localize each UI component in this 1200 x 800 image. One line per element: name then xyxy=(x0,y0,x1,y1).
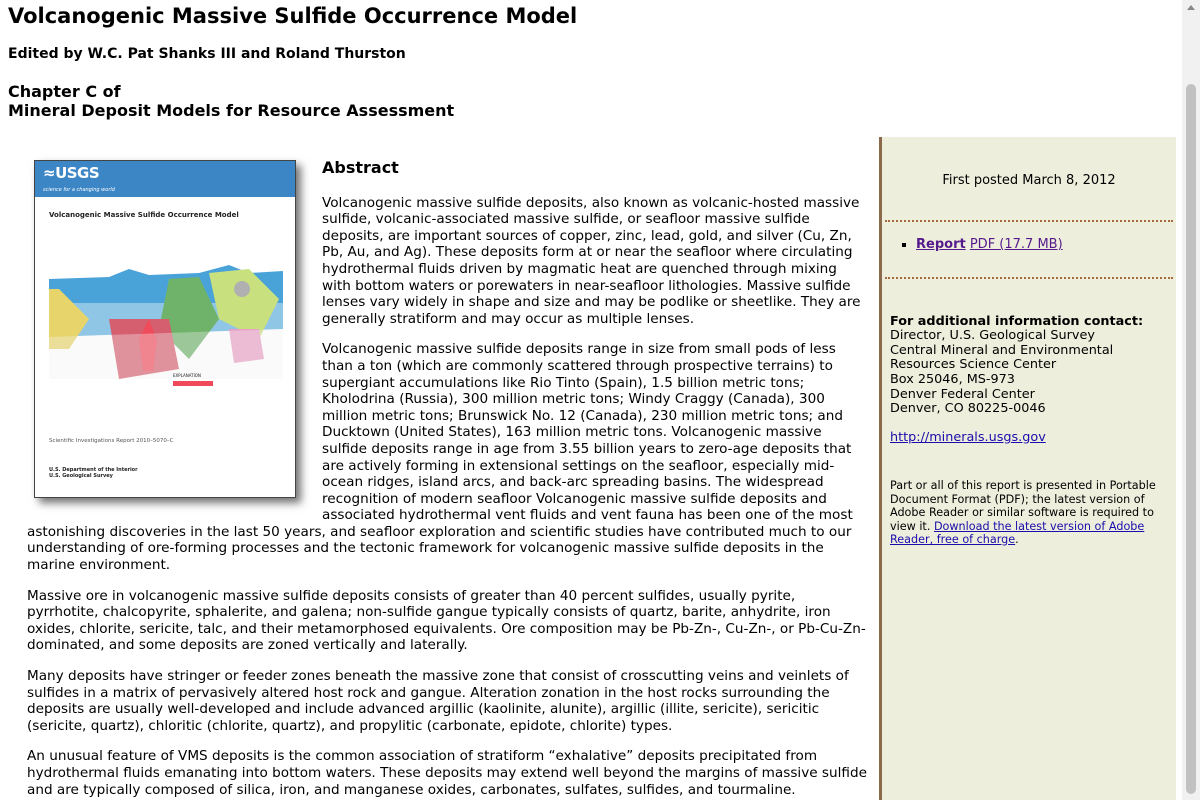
cover-agency xyxy=(49,467,138,479)
posted-date: First posted March 8, 2012 xyxy=(942,173,1116,188)
report-pdf-link[interactable]: PDF (17.7 MB) xyxy=(969,237,1063,252)
usgs-tagline: science for a changing world xyxy=(43,186,115,193)
usgs-banner xyxy=(35,161,295,197)
contact-line: Denver, CO 80225-0046 xyxy=(890,401,1046,417)
report-cover xyxy=(34,160,296,498)
abstract-paragraph: Volcanogenic massive sulfide deposits range in size from small pods of less than a ton (which are commonly scattered through prospective terrains) to supergiant accumulations like Rio Tinto (Spain), 1.5 billion metric tons; Kholodrina (Russia), 300 million metric tons; Windy Craggy (Canada), 300 million metric tons; Brunswick No. 12 (Canada), 230 million metric tons; and Ducktown (United States), 163 million metric tons. Volcanogenic massive sulfide deposits range in age from 3.55 billion years to zero-age deposits that are actively forming in extensional settings on the seafloor, especially mid-ocean ridges, island arcs, and back-arc spreading basins. The widespread recognition of modern seafloor Volcanogenic massive sulfide deposits and associated hydrothermal vent fluids and vent fauna has been one of the most astonishing discoveries in the last 50 years, and seafloor exploration and scientific studies have contributed much to our understanding of ore-forming processes and the tectonic framework for volcanogenic massive sulfide deposits in the marine environment. xyxy=(27,341,853,574)
cover-illustration xyxy=(49,259,283,389)
scroll-thumb[interactable] xyxy=(1186,84,1196,794)
editors: Edited by W.C. Pat Shanks III and Roland Thurston xyxy=(8,46,406,62)
minerals-url-link[interactable]: http://minerals.usgs.gov xyxy=(890,429,1046,445)
page-title: Volcanogenic Massive Sulfide Occurrence Model xyxy=(8,4,578,28)
contact-heading: For additional information contact: xyxy=(890,313,1144,329)
cover-series: Scientific Investigations Report 2010–5070–C xyxy=(49,438,174,444)
chapter-line: Chapter C of xyxy=(8,82,121,101)
cover-agency-line: U.S. Geological Survey xyxy=(49,473,113,479)
cover-title: Volcanogenic Massive Sulfide Occurrence Model xyxy=(49,211,239,219)
download-item xyxy=(916,238,1176,253)
abstract-paragraph: Many deposits have stringer or feeder zones beneath the massive zone that consist of crosscutting veins and veinlets of sulfides in a matrix of pervasively altered host rock and gangue. Alteration zonation in the host rocks surrounding the deposits are usually well-developed and include advanced argillic (kaolinite, alunite), argillic (illite, sericite), sericitic (sericite, quartz), chloritic (chlorite, quartz), and propylitic (carbonate, epidote, chlorite) types. xyxy=(27,668,849,734)
adobe-reader-link[interactable]: Download the latest version of Adobe Reader, free of charge xyxy=(890,519,1145,546)
contact-line: Central Mineral and Environmental xyxy=(890,342,1114,358)
pdf-note-text: Part or all of this report is presented in Portable Document Format (PDF); the latest version of Adobe Reader or similar software is required to view it. xyxy=(890,479,1156,533)
usgs-logo: ≈USGS xyxy=(43,164,100,182)
vertical-scrollbar[interactable] xyxy=(1182,0,1200,800)
sidebar xyxy=(879,137,1176,800)
contact-line: Denver Federal Center xyxy=(890,386,1035,402)
series-title: Mineral Deposit Models for Resource Assessment xyxy=(8,101,455,120)
chapter-heading xyxy=(8,82,454,120)
abstract-paragraph: Volcanogenic massive sulfide deposits, also known as volcanic-hosted massive sulfide, volcanic-associated massive sulfide, or seafloor massive sulfide deposits, are important sources of copper, zinc, lead, gold, and silver (Cu, Zn, Pb, Au, and Ag). These deposits form at or near the seafloor where circulating hydrothermal fluids driven by magmatic heat are quenched through mixing with bottom waters or porewaters in near-seafloor lithologies. Massive sulfide lenses vary widely in shape and size and may be podlike or sheetlike. They are generally stratiform and may occur as multiple lenses. xyxy=(322,194,861,327)
contact-line: Box 25046, MS-973 xyxy=(890,371,1015,387)
report-cover-image[interactable] xyxy=(34,160,310,506)
abstract-paragraph: An unusual feature of VMS deposits is the common association of stratiform “exhalative” deposits precipitated from hydrothermal fluids emanating into bottom waters. These deposits may extend well beyond the margins of massive sulfide and are typically composed of silica, iron, and manganese oxides, carbonates, sulfates, sulfides, and tourmaline. xyxy=(27,748,867,798)
pdf-note-end: . xyxy=(1015,532,1019,546)
downloads-list xyxy=(882,222,1176,267)
pdf-note xyxy=(882,479,1176,546)
cover-explanation: EXPLANATION xyxy=(173,373,201,378)
abstract-heading: Abstract xyxy=(322,158,399,177)
contact-block xyxy=(882,279,1176,446)
scroll-up-arrow-icon[interactable] xyxy=(1187,5,1195,10)
abstract-paragraph: Massive ore in volcanogenic massive sulfide deposits consists of greater than 40 percent sulfides, usually pyrite, pyrrhotite, chalcopyrite, sphalerite, and galena; non-sulfide gangue typically consists of quartz, barite, anhydrite, iron oxides, chlorite, sericite, talc, and their metamorphosed equivalents. Ore composition may be Pb-Zn-, Cu-Zn-, or Pb-Cu-Zn-dominated, and some deposits are zoned vertically and laterally. xyxy=(27,587,866,654)
report-label[interactable]: Report xyxy=(916,237,966,252)
contact-line: Director, U.S. Geological Survey xyxy=(890,328,1095,344)
cover-agency-line: U.S. Department of the Interior xyxy=(49,467,138,473)
main-content xyxy=(27,150,867,800)
contact-line: Resources Science Center xyxy=(890,357,1057,373)
